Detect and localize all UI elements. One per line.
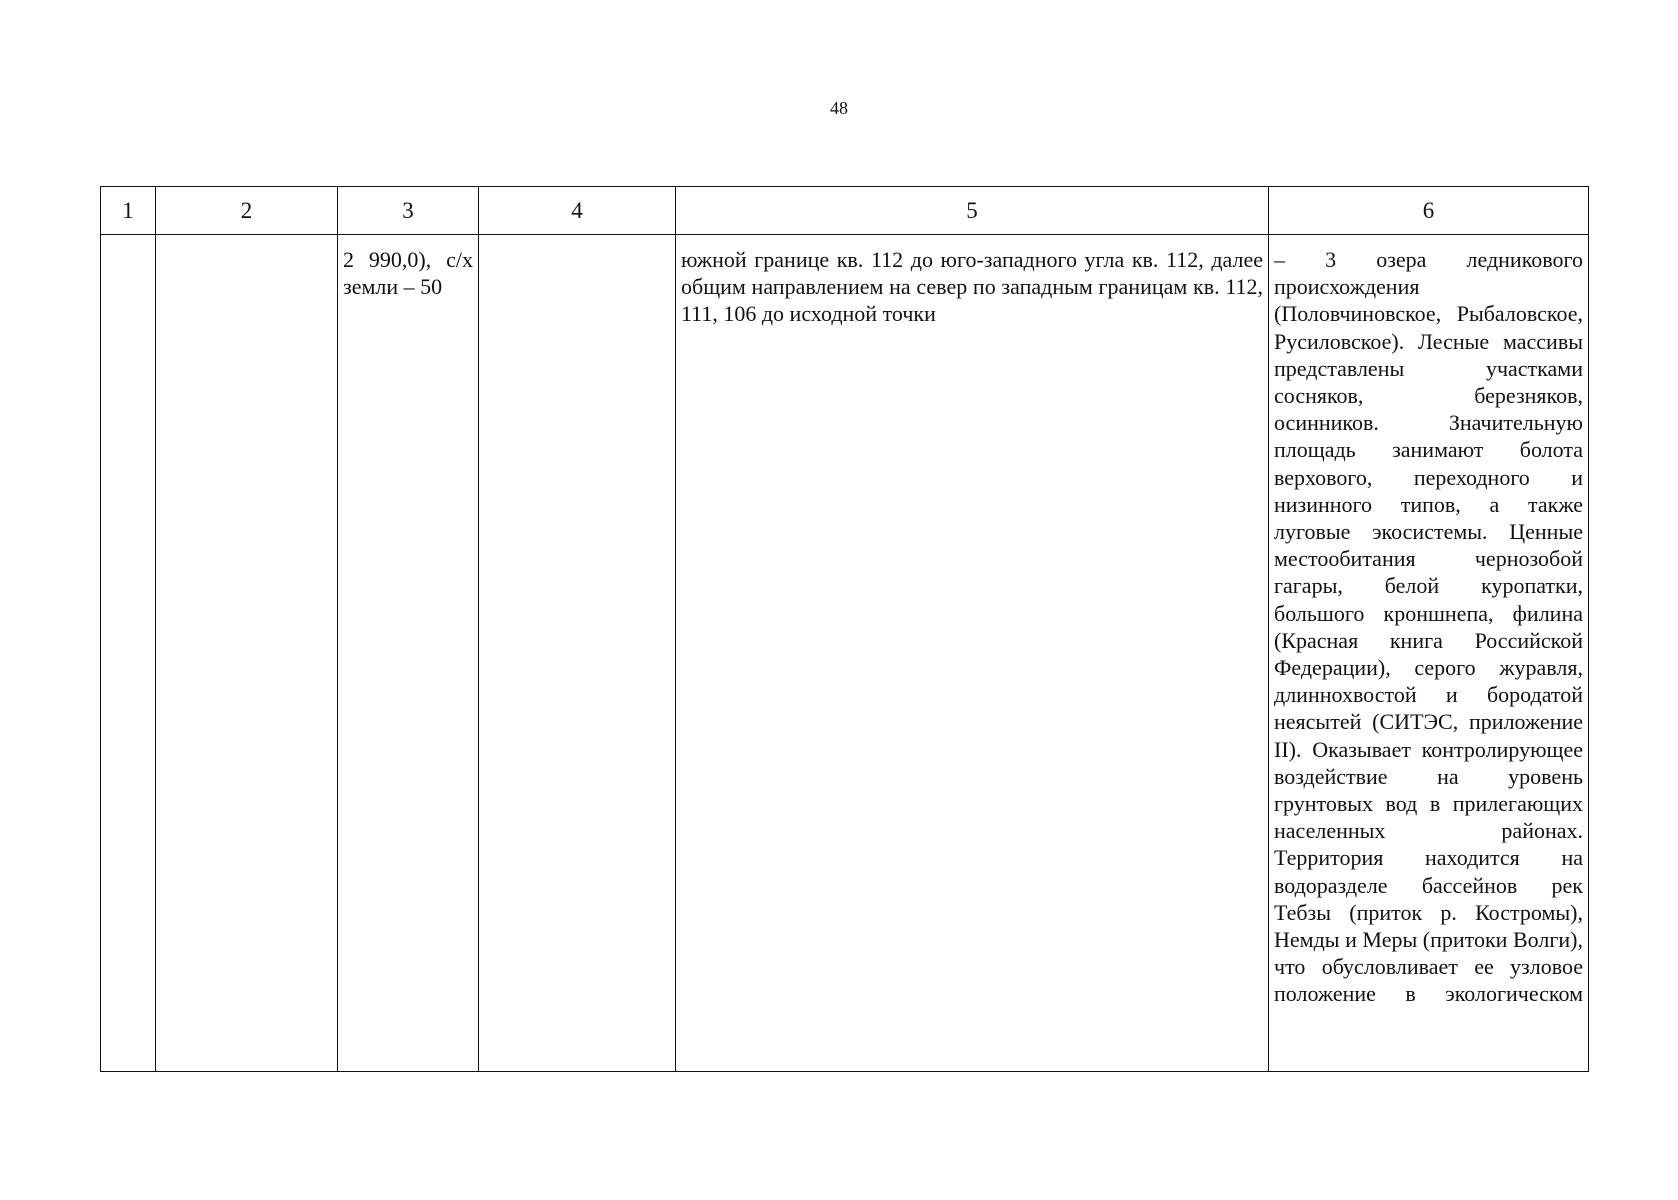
column-header-6: 6 xyxy=(1269,187,1589,235)
column-header-2: 2 xyxy=(156,187,338,235)
cell-col2 xyxy=(156,235,338,1072)
column-header-1: 1 xyxy=(101,187,156,235)
cell-col1 xyxy=(101,235,156,1072)
document-table xyxy=(100,186,1589,1072)
cell-col3: 2 990,0), с/х земли – 50 xyxy=(338,235,479,1072)
column-header-5: 5 xyxy=(676,187,1269,235)
table-row xyxy=(101,235,1589,1072)
column-header-4: 4 xyxy=(479,187,676,235)
column-header-3: 3 xyxy=(338,187,479,235)
cell-col5: южной границе кв. 112 до юго-западного угла кв. 112, далее общим направлением на север по западным границам кв. 112, 111, 106 до исходной точки xyxy=(676,235,1269,1072)
page-number: 48 xyxy=(830,98,848,118)
table-header-row xyxy=(101,187,1589,235)
cell-col6: – 3 озера ледникового происхождения (Половчиновское, Рыбаловское, Русиловское). Лесные массивы представлены участками сосняков, березняков, осинников. Значительную площадь занимают болота верхового, переходного и низинного типов, а также луговые экосистемы. Ценные местообитания чернозобой гагары, белой куропатки, большого кроншнепа, филина (Красная книга Российской Федерации), серого журавля, длиннохвостой и бородатой неясытей (СИТЭС, приложение II). Оказывает контролирующее воздействие на уровень грунтовых вод в прилегающих населенных районах. Территория находится на водоразделе бассейнов рек Тебзы (приток р. Костромы), Немды и Меры (притоки Волги), что обусловливает ее узловое положение в экологическом xyxy=(1269,235,1589,1072)
cell-col4 xyxy=(479,235,676,1072)
